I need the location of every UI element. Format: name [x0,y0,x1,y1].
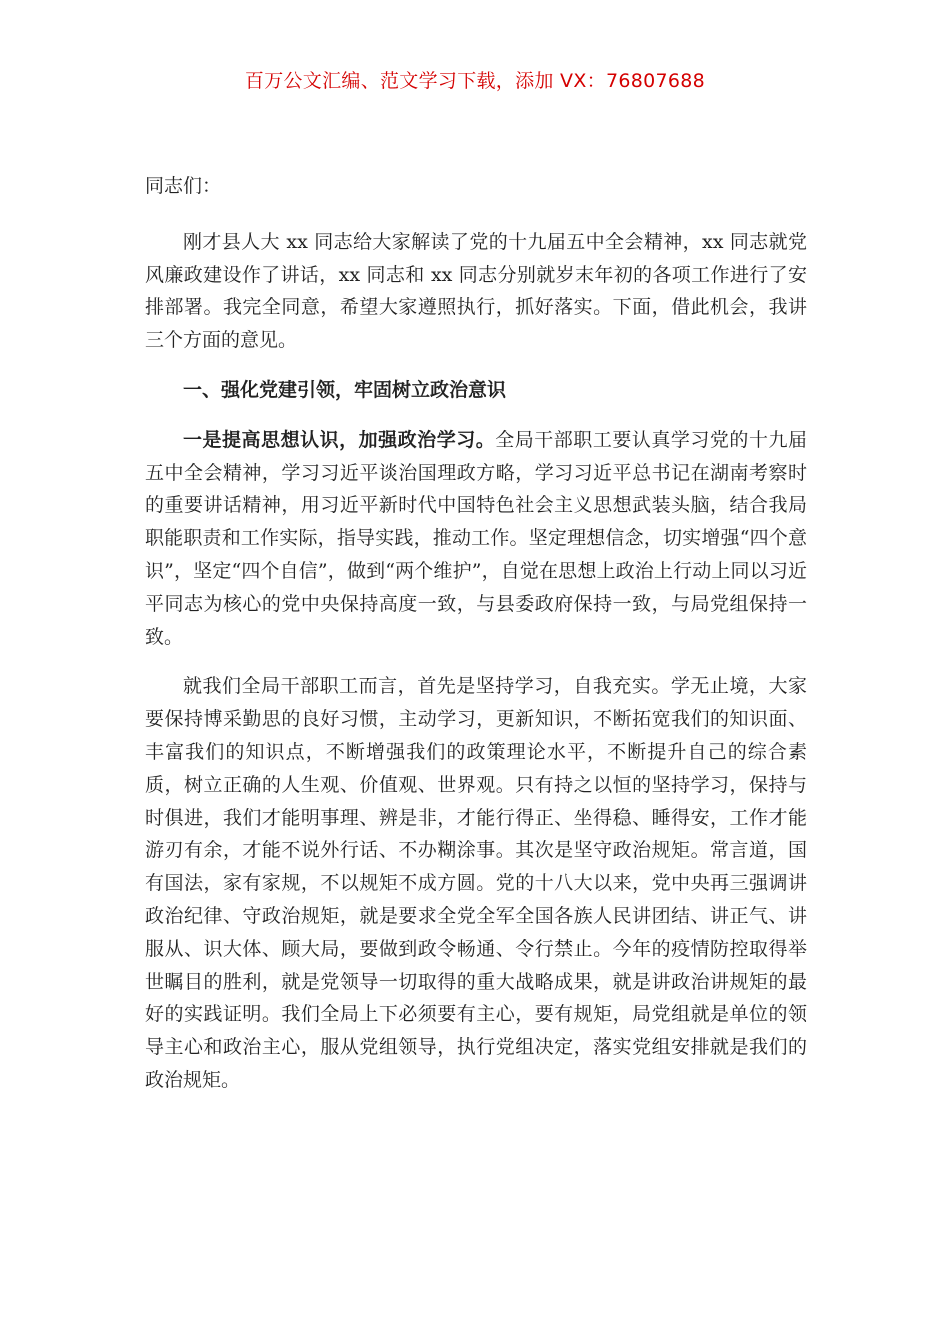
section-heading-1: 一、强化党建引领，牢固树立政治意识 [183,378,507,401]
point-1-text: 全局干部职工要认真学习党的十九届五中全会精神，学习习近平谈治国理政方略，学习习近平总书记在湖南考察时的重要讲话精神，用习近平新时代中国特色社会主义思想武装头脑，结合我局职能职责和工作实际，指导实践，推动工作。坚定理想信念，切实增强“四个意识”，坚定“四个自信”，做到“两个维护”，自觉在思想上政治上行动上同以习近平同志为核心的党中央保持高度一致，与县委政府保持一致，与局党组保持一致。 [145,428,807,648]
point-1-lead: 一是提高思想认识，加强政治学习。 [183,428,496,451]
point-1-paragraph [145,424,807,654]
intro-paragraph: 刚才县人大 xx 同志给大家解读了党的十九届五中全会精神，xx 同志就党风廉政建设作了讲话，xx 同志和 xx 同志分别就岁末年初的各项工作进行了安排部署。我完全同意，希望大家遵照执行，抓好落实。下面，借此机会，我讲三个方面的意见。 [145,230,807,352]
watermark-banner: 百万公文汇编、范文学习下载，添加 VX：76807688 [244,70,706,92]
document-body [145,170,807,1114]
salutation: 同志们： [145,175,222,197]
study-paragraph: 就我们全局干部职工而言，首先是坚持学习，自我充实。学无止境，大家要保持博采勤思的良好习惯，主动学习，更新知识，不断拓宽我们的知识面、丰富我们的知识点，不断增强我们的政策理论水平，不断提升自己的综合素质，树立正确的人生观、价值观、世界观。只有持之以恒的坚持学习，保持与时俱进，我们才能明事理、辨是非，才能行得正、坐得稳、睡得安，工作才能游刃有余，才能不说外行话、不办糊涂事。其次是坚守政治规矩。常言道，国有国法，家有家规，不以规矩不成方圆。党的十八大以来，党中央再三强调讲政治纪律、守政治规矩，就是要求全党全军全国各族人民讲团结、讲正气、讲服从、识大体、顾大局，要做到政令畅通、令行禁止。今年的疫情防控取得举世瞩目的胜利，就是党领导一切取得的重大战略成果，就是讲政治讲规矩的最好的实践证明。我们全局上下必须要有主心，要有规矩，局党组就是单位的领导主心和政治主心，服从党组领导，执行党组决定，落实党组安排就是我们的政治规矩。 [145,675,807,1091]
